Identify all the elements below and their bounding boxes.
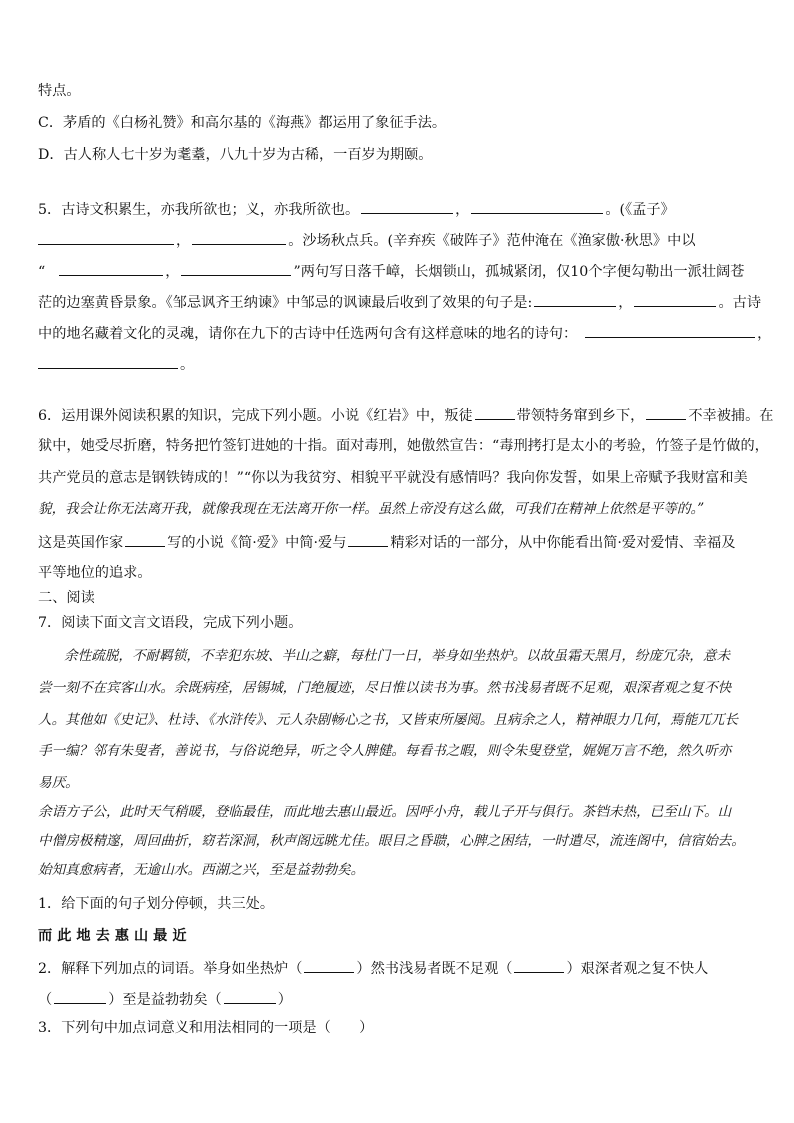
answer-blank[interactable] xyxy=(646,405,686,420)
question-6-line-2: 狱中，她受尽折磨，特务把竹签钉进她的十指。面对毒刑，她傲然宣告：“毒刑拷打是太小的考验，竹签子是竹做的， xyxy=(38,438,769,454)
question-5-line-1: 5．古诗文积累生，亦我所欲也；义，亦我所欲也。 ， 。(《孟子》 xyxy=(38,199,675,219)
question-5-line-4: 茫的边塞黄昏景象。《邹忌讽齐王纳谏》中邹忌的讽谏最后收到了效果的句子是: ， 。古诗 xyxy=(38,292,761,312)
option-c: C．茅盾的《白杨礼赞》和高尔基的《海燕》都运用了象征手法。 xyxy=(38,115,447,131)
question-6-line-6: 平等地位的追求。 xyxy=(38,565,152,581)
text-line: 特点。 xyxy=(38,83,81,99)
sentence-to-divide: 而此地去惠山最近 xyxy=(38,928,192,944)
passage-line: 人。其他如《史记》、杜诗、《水浒传》、元人杂剧畅心之书，又皆束所屡阅。且病余之人，精神眼力几何，焉能兀兀长 xyxy=(38,712,739,728)
passage-line: 中僧房极精邃，周回曲折，窈若深洞，秋声阁远眺尤佳。眼目之昏聩，心脾之困结，一时遣尽，流连阁中，信宿始去。 xyxy=(38,833,745,849)
sub-question-1: 1．给下面的句子划分停顿，共三处。 xyxy=(38,896,275,912)
answer-blank[interactable] xyxy=(585,323,755,338)
answer-blank[interactable] xyxy=(348,532,388,547)
sub-question-2-line-1: 2．解释下列加点的词语。举身如坐热炉（ ）然书浅易者既不足观（ ）艰深者观之复不快人 xyxy=(38,958,708,978)
passage-line: 易厌。 xyxy=(38,775,79,791)
question-7-prompt: 7．阅读下面文言文语段，完成下列小题。 xyxy=(38,615,303,631)
answer-blank[interactable] xyxy=(475,405,515,420)
question-6-line-3: 共产党员的意志是钢铁铸成的！”“你以为我贫穷、相貌平平就没有感情吗？我向你发誓，如果上帝赋予我财富和美 xyxy=(38,470,748,486)
passage-line: 余语方子公，此时天气稍暖，登临最佳，而此地去惠山最近。因呼小舟，载儿子开与俱行。茶铛未热，已至山下。山 xyxy=(38,804,732,820)
answer-blank[interactable] xyxy=(181,261,291,276)
passage-line: 尝一刻不在宾客山水。余既病痊，居锡城，门绝履迹，尽日惟以读书为事。然书浅易者既不足观，艰深者观之复不快 xyxy=(38,680,732,696)
question-5-line-6: 。 xyxy=(38,354,194,374)
question-6-line-1: 6．运用课外阅读积累的知识，完成下列小题。小说《红岩》中，叛徒 带领特务窜到乡下， 不幸被捕。在 xyxy=(38,405,774,425)
answer-blank[interactable] xyxy=(514,958,564,973)
answer-blank[interactable] xyxy=(361,199,453,214)
sub-question-2-line-2: （ ）至是益勃勃矣（ ） xyxy=(38,989,292,1009)
question-5-line-2: ， 。沙场秋点兵。(辛弃疾《破阵子》范仲淹在《渔家傲·秋思》中以 xyxy=(38,230,696,250)
passage-line: 始知真愈病者，无逾山水。西湖之兴，至是益勃勃矣。 xyxy=(38,862,365,878)
section-heading: 二、阅读 xyxy=(38,590,95,606)
question-5-line-5: 中的地名藏着文化的灵魂，请你在九下的古诗中任选两句含有这样意味的地名的诗句： ， xyxy=(38,323,771,343)
answer-blank[interactable] xyxy=(471,199,603,214)
answer-blank[interactable] xyxy=(38,354,178,369)
passage-line: 余性疏脱，不耐羁锁，不幸犯东坡、半山之癖，每杜门一日，举身如坐热炉。以故虽霜天黑月，纷庞冗杂，意未 xyxy=(64,648,731,664)
answer-blank[interactable] xyxy=(125,532,165,547)
answer-blank[interactable] xyxy=(59,261,163,276)
option-d: D．古人称人七十岁为耄耋，八九十岁为古稀，一百岁为期颐。 xyxy=(38,147,433,163)
sub-question-3: 3．下列句中加点词意义和用法相同的一项是（ ） xyxy=(38,1020,374,1036)
question-6-line-5: 这是英国作家 写的小说《简·爱》中简·爱与 精彩对话的一部分，从中你能看出简·爱对爱情、幸福及 xyxy=(38,532,735,552)
question-5-line-3: “ ， ”两句写日落千嶂，长烟锁山，孤城紧闭，仅10个字便勾勒出一派壮阔苍 xyxy=(38,261,744,281)
answer-blank[interactable] xyxy=(54,989,106,1004)
question-6-line-4: 貌，我会让你无法离开我，就像我现在无法离开你一样。虽然上帝没有这么做，可我们在精神上依然是平等的。” xyxy=(38,501,705,517)
answer-blank[interactable] xyxy=(224,989,276,1004)
answer-blank[interactable] xyxy=(534,292,616,307)
answer-blank[interactable] xyxy=(192,230,286,245)
passage-line: 手一编？邻有朱叟者，善说书，与俗说绝异，听之令人脾健。每看书之暇，则令朱叟登堂，娓娓万言不绝，然久听亦 xyxy=(38,743,732,759)
answer-blank[interactable] xyxy=(38,230,174,245)
answer-blank[interactable] xyxy=(634,292,716,307)
answer-blank[interactable] xyxy=(304,958,354,973)
